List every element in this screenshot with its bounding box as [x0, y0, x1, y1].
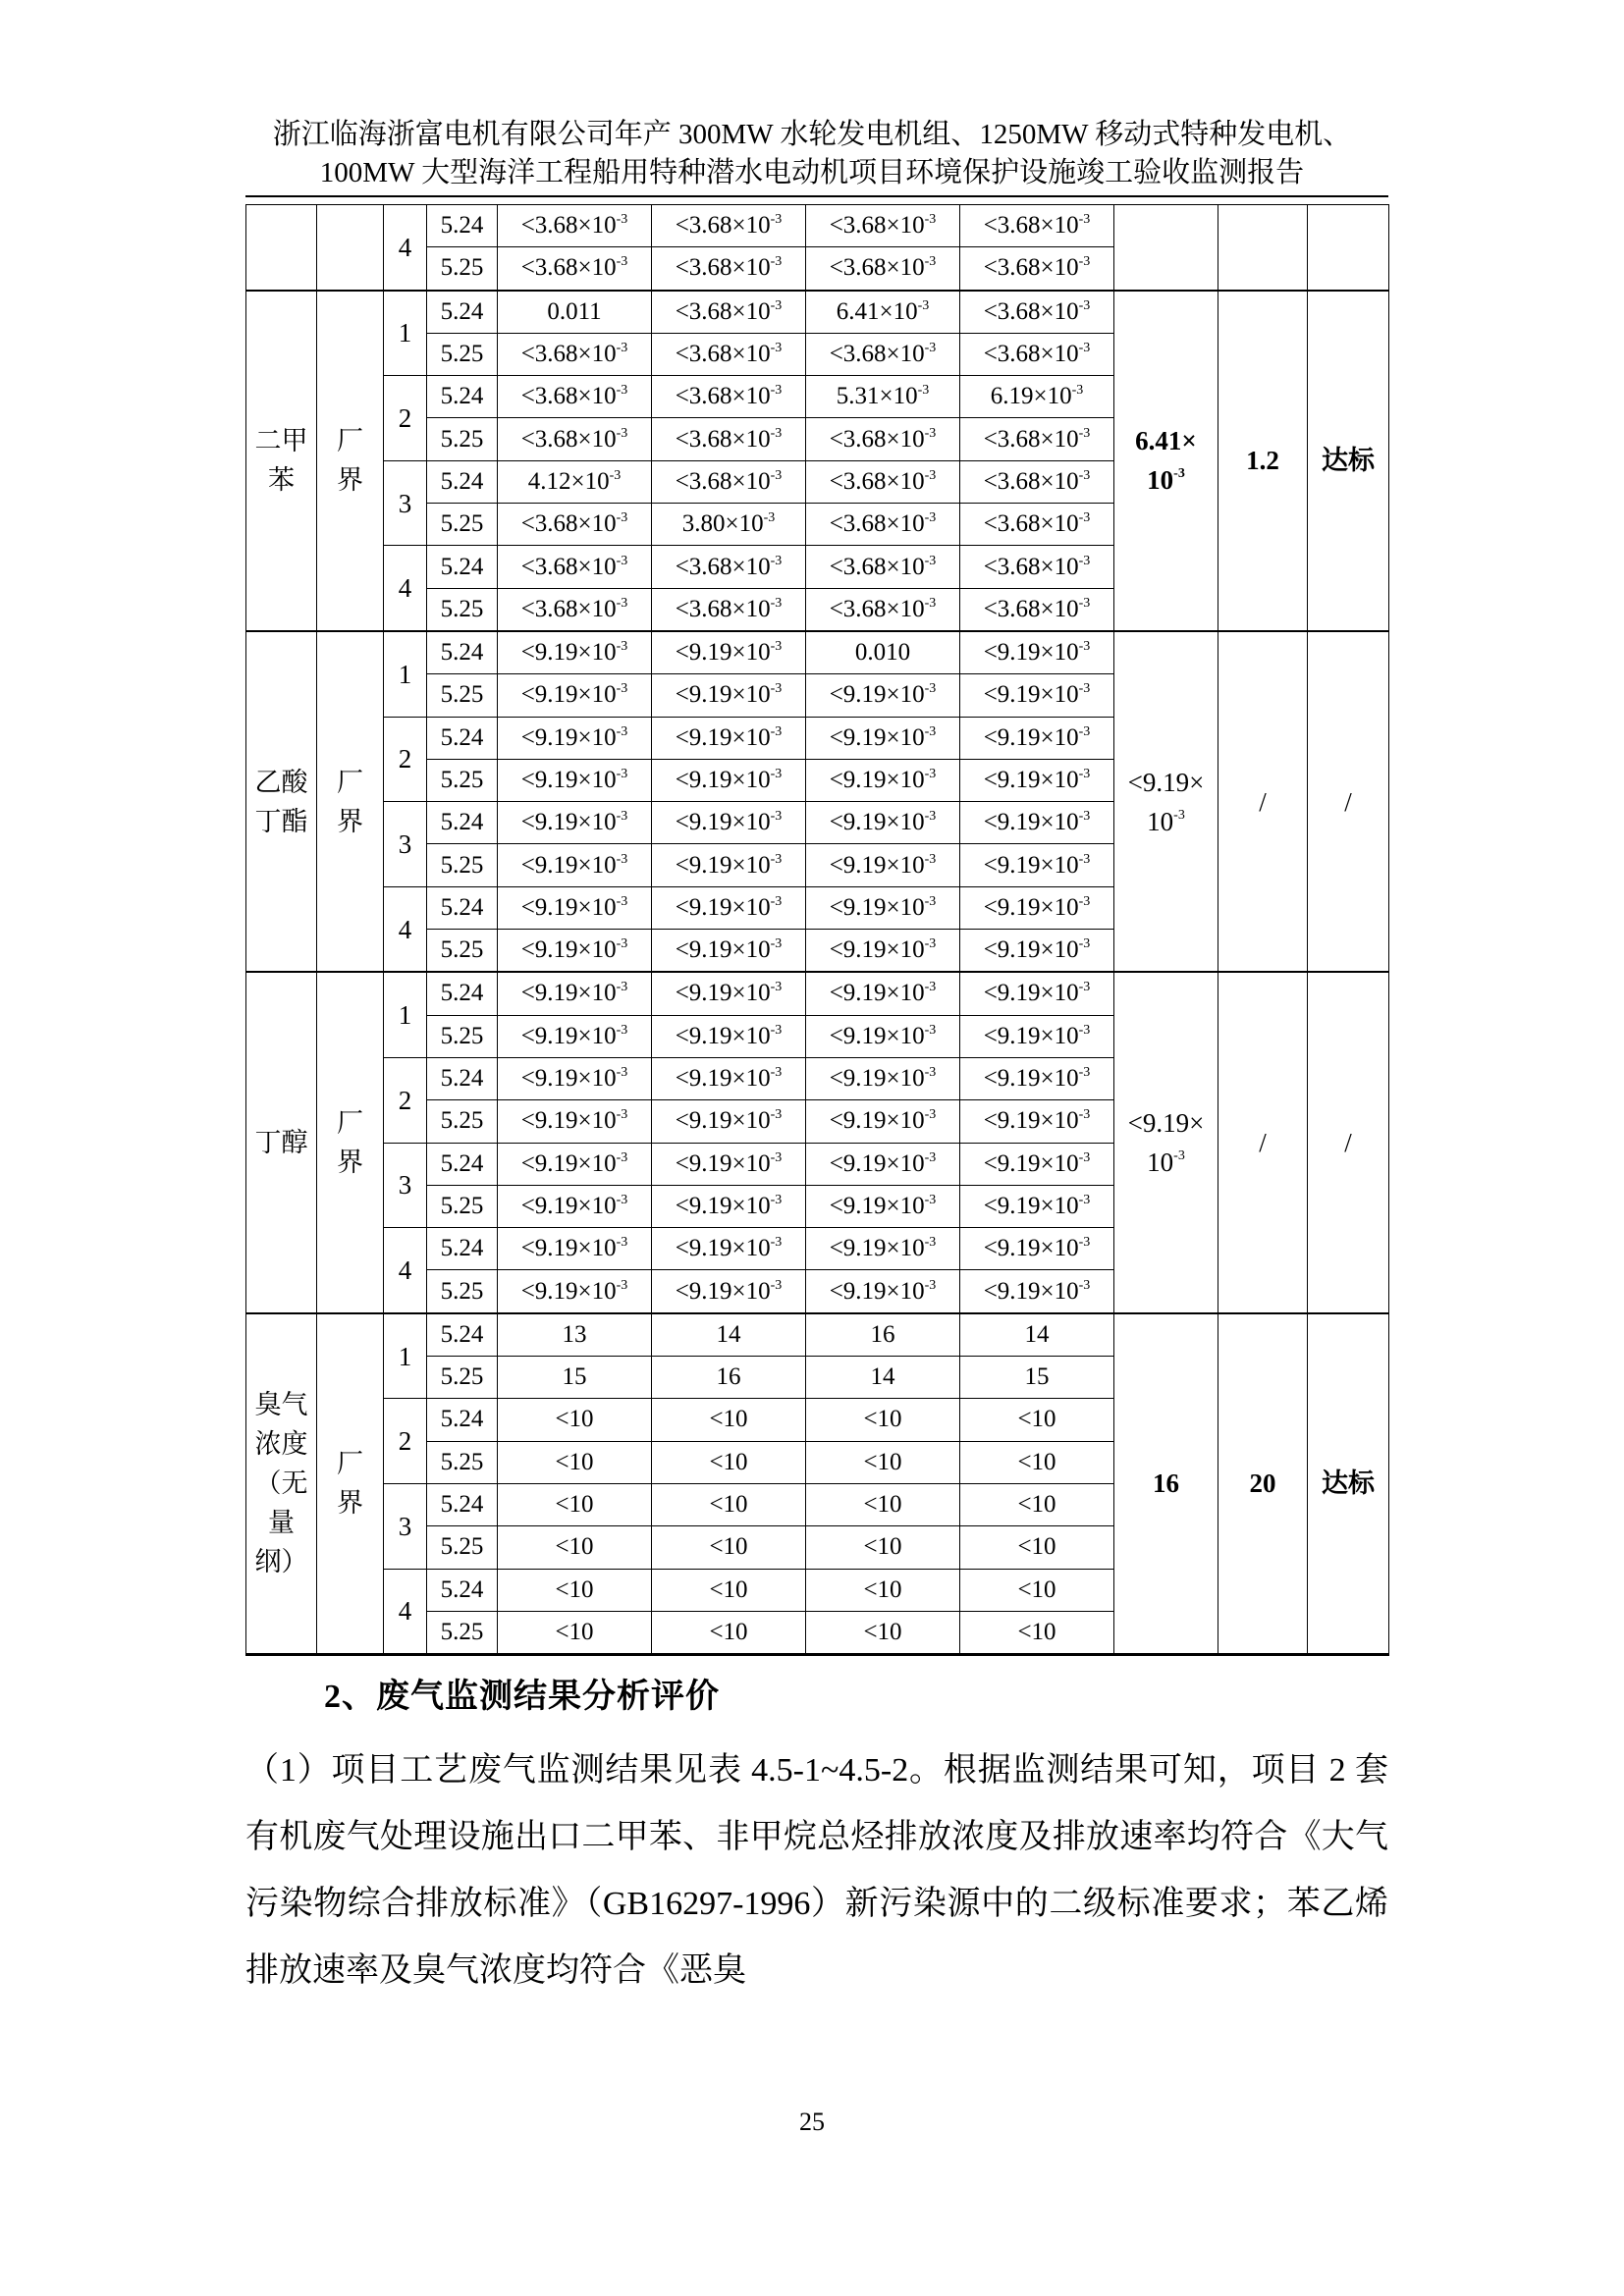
value-cell: $<9.19\times 10^{-3}$	[652, 802, 806, 844]
value-cell: $<9.19\times 10^{-3}$	[806, 1185, 960, 1227]
point-cell: 4	[384, 886, 427, 972]
date-cell: 5.25	[427, 759, 498, 801]
value-cell: $6.19\times 10^{-3}$	[960, 376, 1114, 418]
value-cell: $<9.19\times 10^{-3}$	[806, 759, 960, 801]
value-cell: $<9.19\times 10^{-3}$	[652, 1185, 806, 1227]
value-cell: $<3.68\times 10^{-3}$	[806, 588, 960, 631]
max-value: <9.19× $10^{-3}$	[1127, 767, 1205, 836]
monitoring-results-table	[245, 204, 1389, 1656]
value-cell: $<3.68\times 10^{-3}$	[960, 588, 1114, 631]
standard-cell: /	[1218, 972, 1308, 1312]
value-cell: $<9.19\times 10^{-3}$	[960, 1100, 1114, 1143]
max-cell	[1114, 205, 1218, 291]
standard-cell: 20	[1218, 1313, 1308, 1655]
date-cell: 5.24	[427, 886, 498, 929]
date-cell: 5.24	[427, 1057, 498, 1099]
date-cell: 5.24	[427, 802, 498, 844]
pollutant-item-cell	[246, 631, 317, 972]
value-cell: $<9.19\times 10^{-3}$	[652, 1270, 806, 1313]
result-cell: /	[1308, 972, 1389, 1312]
date-cell: 5.24	[427, 1313, 498, 1357]
value-cell: $<3.68\times 10^{-3}$	[960, 291, 1114, 334]
value-cell: $<9.19\times 10^{-3}$	[806, 802, 960, 844]
table-row	[246, 291, 1389, 334]
value-cell: 14	[652, 1313, 806, 1357]
value-cell: <10	[498, 1399, 652, 1441]
value-cell: $<9.19\times 10^{-3}$	[806, 972, 960, 1015]
standard-cell: 1.2	[1218, 291, 1308, 631]
value-cell: $<9.19\times 10^{-3}$	[806, 1270, 960, 1313]
table-row	[246, 205, 1389, 247]
point-cell: 2	[384, 376, 427, 461]
value-cell: <10	[806, 1441, 960, 1483]
value-cell: $<9.19\times 10^{-3}$	[652, 1100, 806, 1143]
value-cell: $<3.68\times 10^{-3}$	[498, 376, 652, 418]
table-row	[246, 631, 1389, 674]
date-cell: 5.25	[427, 1185, 498, 1227]
value-cell: $<3.68\times 10^{-3}$	[806, 504, 960, 546]
value-cell: <10	[806, 1483, 960, 1525]
date-cell: 5.24	[427, 546, 498, 588]
date-cell: 5.24	[427, 972, 498, 1015]
date-cell: 5.24	[427, 460, 498, 503]
location-cell	[317, 1313, 384, 1655]
value-cell: $<9.19\times 10^{-3}$	[960, 802, 1114, 844]
value-cell: 16	[652, 1357, 806, 1399]
location-name: 厂 界	[337, 767, 363, 836]
point-cell: 3	[384, 460, 427, 546]
value-cell: 15	[960, 1357, 1114, 1399]
value-cell: $<9.19\times 10^{-3}$	[498, 1270, 652, 1313]
value-cell: $<3.68\times 10^{-3}$	[806, 460, 960, 503]
point-cell: 4	[384, 1569, 427, 1655]
value-cell: $<3.68\times 10^{-3}$	[498, 546, 652, 588]
result-cell: 达标	[1308, 291, 1389, 631]
point-cell: 3	[384, 802, 427, 887]
date-cell: 5.24	[427, 1483, 498, 1525]
value-cell: $<9.19\times 10^{-3}$	[652, 1228, 806, 1270]
value-cell: $<9.19\times 10^{-3}$	[652, 717, 806, 759]
value-cell: $<3.68\times 10^{-3}$	[498, 205, 652, 247]
result-cell: /	[1308, 631, 1389, 972]
value-cell: $<9.19\times 10^{-3}$	[652, 844, 806, 886]
value-cell: $<9.19\times 10^{-3}$	[498, 1015, 652, 1057]
value-cell: $<9.19\times 10^{-3}$	[960, 1185, 1114, 1227]
value-cell: $<9.19\times 10^{-3}$	[498, 1143, 652, 1185]
location-name: 厂 界	[337, 426, 363, 496]
value-cell: $<3.68\times 10^{-3}$	[806, 247, 960, 291]
value-cell: <10	[652, 1526, 806, 1569]
value-cell: $<9.19\times 10^{-3}$	[960, 759, 1114, 801]
value-cell: $<3.68\times 10^{-3}$	[498, 418, 652, 460]
value-cell: $<9.19\times 10^{-3}$	[806, 930, 960, 973]
header-rule	[245, 195, 1388, 197]
value-cell: $<3.68\times 10^{-3}$	[652, 247, 806, 291]
value-cell: $<9.19\times 10^{-3}$	[960, 886, 1114, 929]
header-line-1: 浙江临海浙富电机有限公司年产 300MW 水轮发电机组、1250MW 移动式特种发电机、	[272, 119, 1352, 150]
value-cell: 14	[806, 1357, 960, 1399]
table-row	[246, 1313, 1389, 1357]
value-cell: $<9.19\times 10^{-3}$	[652, 886, 806, 929]
value-cell: $<3.68\times 10^{-3}$	[498, 333, 652, 375]
date-cell: 5.25	[427, 333, 498, 375]
date-cell: 5.24	[427, 1143, 498, 1185]
max-value: 6.41× $10^{-3}$	[1135, 426, 1197, 496]
date-cell: 5.25	[427, 1526, 498, 1569]
value-cell: 0.010	[806, 631, 960, 674]
value-cell: $<9.19\times 10^{-3}$	[498, 886, 652, 929]
value-cell: $<9.19\times 10^{-3}$	[498, 802, 652, 844]
value-cell: $6.41\times 10^{-3}$	[806, 291, 960, 334]
date-cell: 5.24	[427, 1228, 498, 1270]
value-cell: 13	[498, 1313, 652, 1357]
value-cell: <10	[806, 1526, 960, 1569]
value-cell: $<3.68\times 10^{-3}$	[652, 460, 806, 503]
point-cell: 4	[384, 546, 427, 631]
value-cell: 15	[498, 1357, 652, 1399]
value-cell: $<3.68\times 10^{-3}$	[960, 205, 1114, 247]
value-cell: $<3.68\times 10^{-3}$	[652, 418, 806, 460]
report-header	[245, 116, 1379, 192]
value-cell: $<9.19\times 10^{-3}$	[960, 1057, 1114, 1099]
value-cell: <10	[960, 1483, 1114, 1525]
value-cell: $<9.19\times 10^{-3}$	[498, 972, 652, 1015]
section-heading: 2、废气监测结果分析评价	[324, 1679, 720, 1715]
point-cell: 1	[384, 972, 427, 1057]
value-cell: <10	[498, 1441, 652, 1483]
value-cell: <10	[960, 1441, 1114, 1483]
point-cell: 1	[384, 1313, 427, 1399]
value-cell: $<9.19\times 10^{-3}$	[960, 844, 1114, 886]
value-cell: $<3.68\times 10^{-3}$	[652, 205, 806, 247]
value-cell: $4.12\times 10^{-3}$	[498, 460, 652, 503]
value-cell: <10	[960, 1611, 1114, 1654]
value-cell: $<3.68\times 10^{-3}$	[652, 546, 806, 588]
value-cell: <10	[652, 1611, 806, 1654]
date-cell: 5.24	[427, 205, 498, 247]
value-cell: $<9.19\times 10^{-3}$	[806, 886, 960, 929]
value-cell: <10	[960, 1399, 1114, 1441]
pollutant-item-cell	[246, 1313, 317, 1655]
value-cell: 14	[960, 1313, 1114, 1357]
value-cell: $<9.19\times 10^{-3}$	[498, 759, 652, 801]
date-cell: 5.25	[427, 418, 498, 460]
value-cell: $<3.68\times 10^{-3}$	[498, 247, 652, 291]
value-cell: <10	[498, 1483, 652, 1525]
date-cell: 5.25	[427, 247, 498, 291]
value-cell: $<9.19\times 10^{-3}$	[960, 1270, 1114, 1313]
value-cell: $<9.19\times 10^{-3}$	[806, 1143, 960, 1185]
date-cell: 5.25	[427, 1611, 498, 1654]
value-cell: $<9.19\times 10^{-3}$	[652, 631, 806, 674]
value-cell: $<3.68\times 10^{-3}$	[806, 333, 960, 375]
point-cell: 3	[384, 1483, 427, 1569]
value-cell: $<9.19\times 10^{-3}$	[652, 759, 806, 801]
value-cell: $<3.68\times 10^{-3}$	[652, 588, 806, 631]
value-cell: $<3.68\times 10^{-3}$	[806, 418, 960, 460]
max-value: <9.19× $10^{-3}$	[1127, 1108, 1205, 1178]
value-cell: $<3.68\times 10^{-3}$	[806, 546, 960, 588]
location-cell	[317, 631, 384, 972]
value-cell: $<9.19\times 10^{-3}$	[806, 1228, 960, 1270]
date-cell: 5.25	[427, 1270, 498, 1313]
value-cell: $<3.68\times 10^{-3}$	[960, 504, 1114, 546]
date-cell: 5.24	[427, 376, 498, 418]
value-cell: $<9.19\times 10^{-3}$	[960, 930, 1114, 973]
point-cell: 3	[384, 1143, 427, 1228]
value-cell: <10	[960, 1569, 1114, 1611]
value-cell: <10	[652, 1399, 806, 1441]
value-cell: $<9.19\times 10^{-3}$	[652, 1057, 806, 1099]
value-cell: <10	[652, 1441, 806, 1483]
value-cell: <10	[498, 1611, 652, 1654]
date-cell: 5.24	[427, 1399, 498, 1441]
value-cell: $<3.68\times 10^{-3}$	[806, 205, 960, 247]
value-cell: $<9.19\times 10^{-3}$	[806, 844, 960, 886]
value-cell: <10	[652, 1569, 806, 1611]
value-cell: $<9.19\times 10^{-3}$	[652, 1015, 806, 1057]
result-cell	[1308, 205, 1389, 291]
value-cell: $<9.19\times 10^{-3}$	[498, 844, 652, 886]
max-value: 16	[1153, 1468, 1179, 1499]
pollutant-item-cell	[246, 972, 317, 1312]
value-cell: $<3.68\times 10^{-3}$	[652, 291, 806, 334]
value-cell: $<9.19\times 10^{-3}$	[498, 674, 652, 717]
point-cell: 1	[384, 631, 427, 717]
value-cell: $<9.19\times 10^{-3}$	[960, 972, 1114, 1015]
value-cell: $<9.19\times 10^{-3}$	[960, 1228, 1114, 1270]
value-cell: $<9.19\times 10^{-3}$	[652, 930, 806, 973]
value-cell: $<9.19\times 10^{-3}$	[498, 631, 652, 674]
pollutant-name: 丁醇	[254, 1128, 308, 1158]
date-cell: 5.25	[427, 1015, 498, 1057]
value-cell: $<3.68\times 10^{-3}$	[498, 504, 652, 546]
value-cell: $<9.19\times 10^{-3}$	[960, 1015, 1114, 1057]
date-cell: 5.25	[427, 1357, 498, 1399]
value-cell: $<3.68\times 10^{-3}$	[960, 546, 1114, 588]
date-cell: 5.25	[427, 1441, 498, 1483]
standard-cell: /	[1218, 631, 1308, 972]
page-number: 25	[799, 2108, 825, 2136]
standard-cell	[1218, 205, 1308, 291]
value-cell: $<9.19\times 10^{-3}$	[498, 717, 652, 759]
value-cell: $<9.19\times 10^{-3}$	[498, 1185, 652, 1227]
table-row	[246, 972, 1389, 1015]
value-cell: $<3.68\times 10^{-3}$	[960, 418, 1114, 460]
location-name: 厂 界	[337, 1449, 363, 1519]
value-cell: $<3.68\times 10^{-3}$	[652, 333, 806, 375]
value-cell: <10	[806, 1611, 960, 1654]
pollutant-name: 二甲 苯	[254, 426, 308, 496]
date-cell: 5.25	[427, 1100, 498, 1143]
date-cell: 5.25	[427, 844, 498, 886]
value-cell: $<3.68\times 10^{-3}$	[960, 333, 1114, 375]
value-cell: $<3.68\times 10^{-3}$	[498, 588, 652, 631]
value-cell: <10	[498, 1526, 652, 1569]
location-cell	[317, 972, 384, 1312]
location-name: 厂 界	[337, 1108, 363, 1178]
value-cell: $3.80\times 10^{-3}$	[652, 504, 806, 546]
point-cell: 2	[384, 1057, 427, 1143]
value-cell: <10	[960, 1526, 1114, 1569]
point-cell: 4	[384, 1228, 427, 1313]
value-cell: $<9.19\times 10^{-3}$	[498, 1100, 652, 1143]
value-cell: <10	[806, 1569, 960, 1611]
date-cell: 5.24	[427, 291, 498, 334]
pollutant-name: 乙酸 丁酯	[254, 767, 308, 836]
point-cell: 2	[384, 1399, 427, 1484]
value-cell: $<9.19\times 10^{-3}$	[806, 1100, 960, 1143]
date-cell: 5.25	[427, 930, 498, 973]
item-cell	[246, 205, 317, 291]
value-cell: $<9.19\times 10^{-3}$	[806, 1057, 960, 1099]
value-cell: 0.011	[498, 291, 652, 334]
value-cell: $5.31\times 10^{-3}$	[806, 376, 960, 418]
point-cell: 4	[384, 205, 427, 291]
date-cell: 5.24	[427, 717, 498, 759]
value-cell: $<9.19\times 10^{-3}$	[498, 930, 652, 973]
value-cell: $<3.68\times 10^{-3}$	[960, 247, 1114, 291]
value-cell: <10	[806, 1399, 960, 1441]
value-cell: $<9.19\times 10^{-3}$	[498, 1228, 652, 1270]
value-cell: $<9.19\times 10^{-3}$	[652, 1143, 806, 1185]
point-cell: 1	[384, 291, 427, 376]
value-cell: $<9.19\times 10^{-3}$	[806, 717, 960, 759]
max-value-cell	[1114, 291, 1218, 631]
value-cell: $<9.19\times 10^{-3}$	[652, 972, 806, 1015]
value-cell: $<9.19\times 10^{-3}$	[960, 674, 1114, 717]
location-cell	[317, 291, 384, 631]
value-cell: $<9.19\times 10^{-3}$	[498, 1057, 652, 1099]
table-body	[246, 205, 1389, 1655]
value-cell: <10	[652, 1483, 806, 1525]
location-cell	[317, 205, 384, 291]
date-cell: 5.24	[427, 631, 498, 674]
date-cell: 5.25	[427, 588, 498, 631]
value-cell: $<9.19\times 10^{-3}$	[806, 1015, 960, 1057]
point-cell: 2	[384, 717, 427, 802]
value-cell: $<9.19\times 10^{-3}$	[960, 1143, 1114, 1185]
pollutant-item-cell	[246, 291, 317, 631]
body-paragraph: （1）项目工艺废气监测结果见表 4.5-1~4.5-2。根据监测结果可知，项目 2 套有机废气处理设施出口二甲苯、非甲烷总烃排放浓度及排放速率均符合《大气污染物综合排放标准》（GB16297-1996）新污染源中的二级标准要求；苯乙烯排放速率及臭气浓度均符合《恶臭	[245, 1752, 1388, 1989]
max-value-cell	[1114, 972, 1218, 1312]
date-cell: 5.25	[427, 674, 498, 717]
date-cell: 5.25	[427, 504, 498, 546]
value-cell: 16	[806, 1313, 960, 1357]
value-cell: $<3.68\times 10^{-3}$	[960, 460, 1114, 503]
value-cell: $<3.68\times 10^{-3}$	[652, 376, 806, 418]
value-cell: $<9.19\times 10^{-3}$	[806, 674, 960, 717]
value-cell: <10	[498, 1569, 652, 1611]
pollutant-name: 臭气 浓度 （无 量 纲）	[254, 1390, 308, 1577]
value-cell: $<9.19\times 10^{-3}$	[960, 631, 1114, 674]
value-cell: $<9.19\times 10^{-3}$	[960, 717, 1114, 759]
date-cell: 5.24	[427, 1569, 498, 1611]
value-cell: $<9.19\times 10^{-3}$	[652, 674, 806, 717]
max-value-cell	[1114, 1313, 1218, 1655]
max-value-cell	[1114, 631, 1218, 972]
result-cell: 达标	[1308, 1313, 1389, 1655]
header-line-2: 100MW 大型海洋工程船用特种潜水电动机项目环境保护设施竣工验收监测报告	[319, 157, 1305, 188]
